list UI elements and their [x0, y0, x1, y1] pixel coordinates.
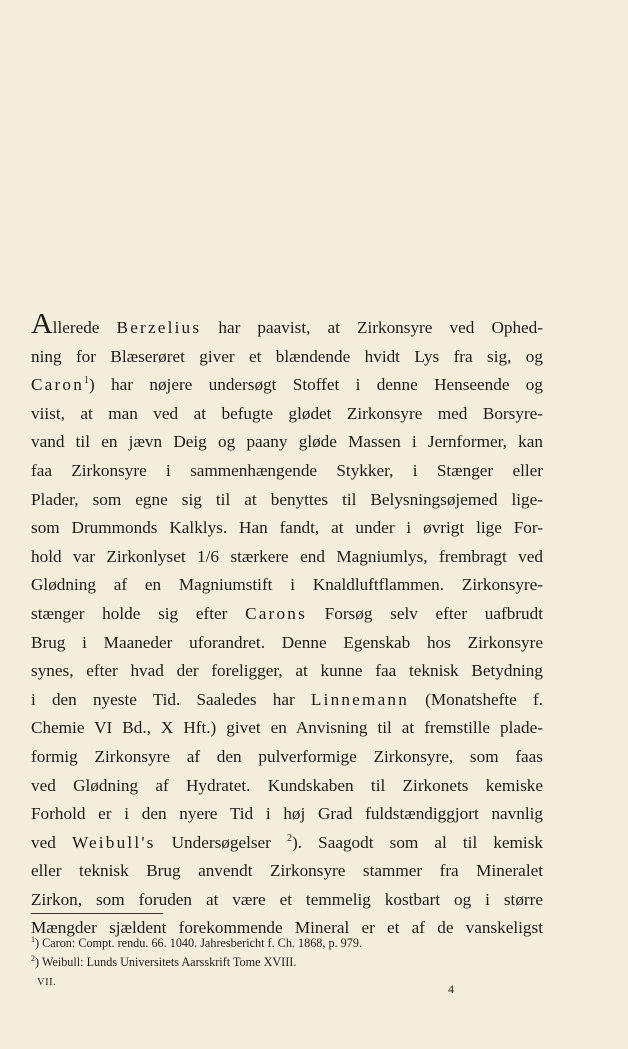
text-line [31, 543, 543, 572]
text-run: ved Glødning af Hydratet. Kundskaben til Zirkonets kemiske [31, 775, 543, 795]
text-run: Brug i Maaneder uforandret. Denne Egenskab hos Zirkonsyre [31, 632, 543, 652]
footnote-marker: 1 [84, 375, 90, 387]
signature-mark: VII. [37, 977, 57, 988]
author-name: Berzelius [116, 318, 202, 337]
text-run: Chemie VI Bd., X Hft.) givet en Anvisning til at fremstille plade- [31, 718, 543, 738]
text-run: Forsøg selv efter uafbrudt [306, 603, 543, 623]
text-line [31, 772, 543, 801]
text-run: faa Zirkonsyre i sammenhængende Stykker, i Stænger eller [31, 460, 543, 480]
text-run: ning for Blæserøret giver et blændende hvidt Lys fra sig, og [31, 346, 543, 366]
text-line [31, 857, 543, 886]
text-line [31, 829, 543, 858]
author-name: Carons [245, 603, 307, 623]
text-line [31, 600, 543, 629]
text-line [31, 800, 543, 829]
text-run: Plader, som egne sig til at benyttes til Belysningsøjemed lige- [31, 489, 543, 509]
text-line [31, 571, 543, 600]
text-line [31, 457, 543, 486]
text-run: ) har nøjere undersøgt Stoffet i denne Henseende og [89, 375, 543, 395]
text-run: formig Zirkonsyre af den pulverformige Zirkonsyre, som faas [31, 746, 543, 766]
footnote-marker: 2 [287, 832, 293, 844]
author-name: Weibull's [71, 832, 156, 852]
text-run: Mængder sjældent forekommende Mineral er et af de vanskeligst [31, 918, 543, 938]
page-number: 4 [448, 982, 454, 996]
footnote-number: 2 [31, 954, 35, 963]
author-name: Caron [31, 375, 85, 395]
footnote [31, 953, 591, 972]
text-run: Forhold er i den nyere Tid i høj Grad fuldstændiggjort navnlig [31, 804, 543, 824]
footnote-text: ) Caron: Compt. rendu. 66. 1040. Jahresbericht f. Ch. 1868, p. 979. [35, 936, 362, 950]
text-line [31, 428, 543, 457]
text-line [31, 657, 543, 686]
text-line [31, 714, 543, 743]
text-run: (Monatshefte f. [408, 689, 543, 709]
text-run: vand til en jævn Deig og paany gløde Massen i Jernformer, kan [31, 432, 543, 452]
text-line [31, 886, 543, 915]
text-line [31, 629, 543, 658]
text-run: stænger holde sig efter [31, 603, 246, 623]
text-run: Glødning af en Magniumstift i Knaldluftflammen. Zirkonsyre- [31, 575, 543, 595]
body-text [31, 314, 543, 943]
text-run: viist, at man ved at befugte glødet Zirkonsyre med Borsyre- [31, 403, 543, 423]
footnote-text: ) Weibull: Lunds Universitets Aarsskrift Tome XVIII. [35, 955, 297, 969]
text-line [31, 514, 543, 543]
footnotes [31, 934, 591, 972]
text-run: Zirkon, som foruden at være et temmelig kostbart og i større [31, 889, 543, 909]
text-line [31, 343, 543, 372]
text-line [31, 743, 543, 772]
text-run: hold var Zirkonlyset 1/6 stærkere end Magniumlys, frembragt ved [31, 546, 543, 566]
text-run: i den nyeste Tid. Saaledes har [31, 689, 311, 709]
footnote [31, 934, 591, 953]
text-line [31, 686, 543, 715]
text-run: ved [31, 832, 72, 852]
text-run: som Drummonds Kalklys. Han fandt, at under i øvrigt lige For- [31, 518, 543, 538]
text-run: Undersøgelser [155, 832, 288, 852]
text-line [31, 400, 543, 429]
text-run: eller teknisk Brug anvendt Zirkonsyre stammer fra Mineralet [31, 861, 543, 881]
text-run: synes, efter hvad der foreligger, at kunne faa teknisk Betydning [31, 661, 543, 681]
drop-cap: A [31, 314, 53, 340]
text-line [31, 314, 543, 343]
footnote-number: 1 [31, 935, 35, 944]
author-name: Linnemann [310, 689, 409, 709]
footnote-rule [31, 913, 163, 914]
text-run: ). Saagodt som al til kemisk [292, 832, 543, 852]
text-run: har paavist, at Zirkonsyre ved Ophed- [201, 318, 543, 337]
text-line [31, 486, 543, 515]
text-line [31, 371, 543, 400]
text-run: llerede [52, 318, 117, 337]
